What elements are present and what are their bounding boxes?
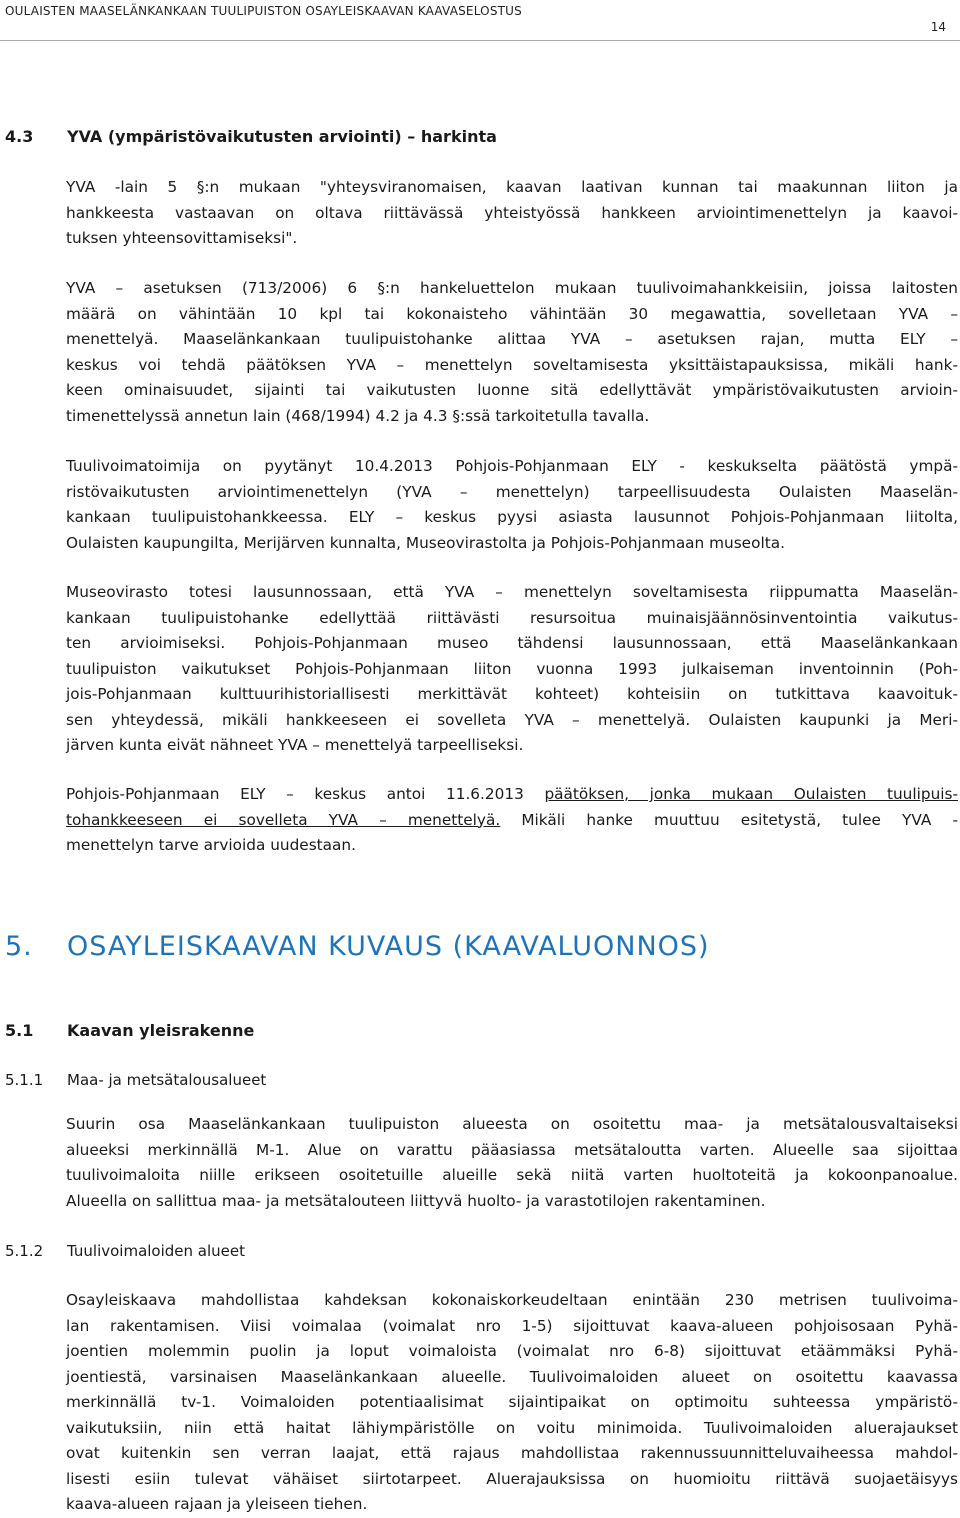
page-number: 14 <box>930 20 946 34</box>
text-line: jois-Pohjanmaan kulttuurihistoriallisesti merkittävät kohteet) kohteisiin on tutkittava kaavoituk- <box>66 685 958 703</box>
heading-5-1-1-number: 5.1.1 <box>5 1071 44 1089</box>
text-line: Suurin osa Maaselänkankaan tuulipuiston alueesta on osoitettu maa- ja metsätalousvaltaiseksi <box>66 1115 958 1133</box>
heading-5-1-number: 5.1 <box>5 1021 34 1040</box>
heading-5-1-2-number: 5.1.2 <box>5 1242 44 1260</box>
sec43-paragraph-1 <box>66 175 958 252</box>
chapter-5-number: 5. <box>5 931 33 962</box>
text-line: tuulipuiston vaikutukset Pohjois-Pohjanmaan liiton vuonna 1993 julkaiseman inventoinnin (Poh- <box>66 659 958 678</box>
text-line: kaava-alueen rajaan ja yleiseen tiehen. <box>66 1495 368 1513</box>
text-line: keskus voi tehdä päätöksen YVA – menettelyn soveltamisesta yksittäistapauksissa, mikäli hank- <box>66 355 958 374</box>
text-line: järven kunta eivät nähneet YVA – menettelyä tarpeelliseksi. <box>66 736 524 754</box>
chapter-5-title: OSAYLEISKAAVAN KUVAUS (KAAVALUONNOS) <box>67 931 710 962</box>
text-line: keen ominaisuudet, sijainti tai vaikutusten luonne sitä edellyttävät ympäristövaikutusten arvioin- <box>66 381 958 399</box>
text-line: YVA -lain 5 §:n mukaan "yhteysviranomaisen, kaavan laativan kunnan tai maakunnan liiton ja <box>66 178 958 196</box>
text-line: Museovirasto totesi lausunnossaan, että YVA – menettelyn soveltamisesta riippumatta Maaselän- <box>66 583 958 601</box>
text-line: menettelyn tarve arvioida uudestaan. <box>66 836 356 854</box>
sec43-paragraph-2 <box>66 276 958 429</box>
text-line: Osayleiskaava mahdollistaa kahdeksan kokonaiskorkeudeltaan enintään 230 metrisen tuulivoima- <box>66 1291 958 1309</box>
text-line: menettelyä. Maaselänkankaan tuulipuistohanke alittaa YVA – asetuksen rajan, mutta ELY – <box>66 330 958 348</box>
text-line: lan rakentamisen. Viisi voimalaa (voimalat nro 1-5) sijoittuvat kaava-alueen pohjoisosaan Pyhä- <box>66 1316 958 1335</box>
text-line: sen yhteydessä, mikäli hankkeeseen ei sovelleta YVA – menettelyä. Oulaisten kaupunki ja Meri- <box>66 710 958 729</box>
text-line <box>66 808 958 834</box>
text-line: Oulaisten kaupungilta, Merijärven kunnalta, Museovirastolta ja Pohjois-Pohjanmaan museolta. <box>66 533 785 552</box>
text-line: kankaan tuulipuistohanke edellyttää riittävästi resursoitua muinaisjäännösinventointia vaikutus- <box>66 608 958 627</box>
header-divider <box>0 40 960 41</box>
text-line: ristövaikutusten arviointimenettelyn (YVA – menettelyn) tarpeellisuudesta Oulaisten Maaselän- <box>66 482 958 501</box>
text-line: merkinnällä tv-1. Voimaloiden potentiaalisimat sijaintipaikat on optimoitu suhteessa ympäristö- <box>66 1393 958 1411</box>
text-line: ten arvioimiseksi. Pohjois-Pohjanmaan museo tähdensi lausunnossaan, että Maaselänkankaan <box>66 634 958 652</box>
running-header: OULAISTEN MAASELÄNKANKAAN TUULIPUISTON OSAYLEISKAAVAN KAAVASELOSTUS <box>5 4 522 18</box>
text-line: timenettelyssä annetun lain (468/1994) 4.2 ja 4.3 §:ssä tarkoitetulla tavalla. <box>66 406 650 425</box>
text-line: hankkeesta vastaavan on oltava riittävässä yhteistyössä hankkeen arviointimenettelyn ja kaavoi- <box>66 203 958 222</box>
heading-5-1-title: Kaavan yleisrakenne <box>67 1021 255 1040</box>
decision-underlined-text: päätöksen, jonka mukaan Oulaisten tuulipuis- <box>544 785 959 803</box>
text-line: lisesti esiin tulevat vähäiset siirtotarpeet. Aluerajauksissa on huomioitu riittävä suojaetäisyys <box>66 1469 958 1488</box>
text-run: Mikäli hanke muuttuu esitetystä, tulee YVA - <box>500 810 958 829</box>
sec512-paragraph-1 <box>66 1288 958 1518</box>
text-line: ovat kuitenkin sen verran laajat, että rajaus mahdollistaa rakennussuunnitteluvaiheessa mahdol- <box>66 1444 958 1462</box>
text-line: tuksen yhteensovittamiseksi". <box>66 229 298 247</box>
text-line: vaikutuksiin, niin että haitat lähiympäristölle on voitu minimoida. Tuulivoimaloiden aluerajaukset <box>66 1418 958 1437</box>
text-line: joentien molemmin puolin ja loput voimaloista (voimalat nro 6-8) sijoittuvat etäämmäksi Pyhä- <box>66 1342 958 1360</box>
text-line: määrä on vähintään 10 kpl tai kokonaisteho vähintään 30 megawattia, sovelletaan YVA – <box>66 304 958 323</box>
text-line: joentiestä, varsinaisen Maaselänkankaan alueelle. Tuulivoimaloiden alueet on osoitettu kaavassa <box>66 1367 958 1386</box>
sec43-paragraph-5 <box>66 782 958 859</box>
sec511-paragraph-1 <box>66 1112 958 1214</box>
text-line: tuulivoimaloita niille erikseen osoitetuille alueille sekä niitä varten huoltoteitä ja kokoonpanoalue. <box>66 1166 958 1184</box>
text-line: Alueella on sallittua maa- ja metsätalouteen liittyvä huolto- ja varastotilojen rakentaminen. <box>66 1191 766 1210</box>
text-run: Pohjois-Pohjanmaan ELY – keskus antoi 11.6.2013 <box>66 785 545 803</box>
text-line: Tuulivoimatoimija on pyytänyt 10.4.2013 Pohjois-Pohjanmaan ELY - keskukselta päätöstä ympä- <box>66 457 958 475</box>
heading-4-3-title: YVA (ympäristövaikutusten arviointi) – harkinta <box>67 127 497 146</box>
decision-underlined-text: tohankkeeseen ei sovelleta YVA – menettelyä. <box>66 810 501 829</box>
heading-5-1-1-title: Maa- ja metsätalousalueet <box>67 1071 267 1089</box>
text-line <box>66 782 958 808</box>
heading-5-1-2-title: Tuulivoimaloiden alueet <box>67 1242 246 1260</box>
sec43-paragraph-4 <box>66 580 958 759</box>
text-line: alueeksi merkinnällä M-1. Alue on varattu pääasiassa metsätaloutta varten. Alueelle saa sijoittaa <box>66 1140 958 1159</box>
text-line: kankaan tuulipuistohankkeessa. ELY – keskus pyysi asiasta lausunnot Pohjois-Pohjanmaan liitolta, <box>66 508 958 526</box>
heading-4-3-number: 4.3 <box>5 127 34 146</box>
text-line: YVA – asetuksen (713/2006) 6 §:n hankeluettelon mukaan tuulivoimahankkeisiin, joissa laitosten <box>66 279 958 297</box>
sec43-paragraph-3 <box>66 454 958 556</box>
